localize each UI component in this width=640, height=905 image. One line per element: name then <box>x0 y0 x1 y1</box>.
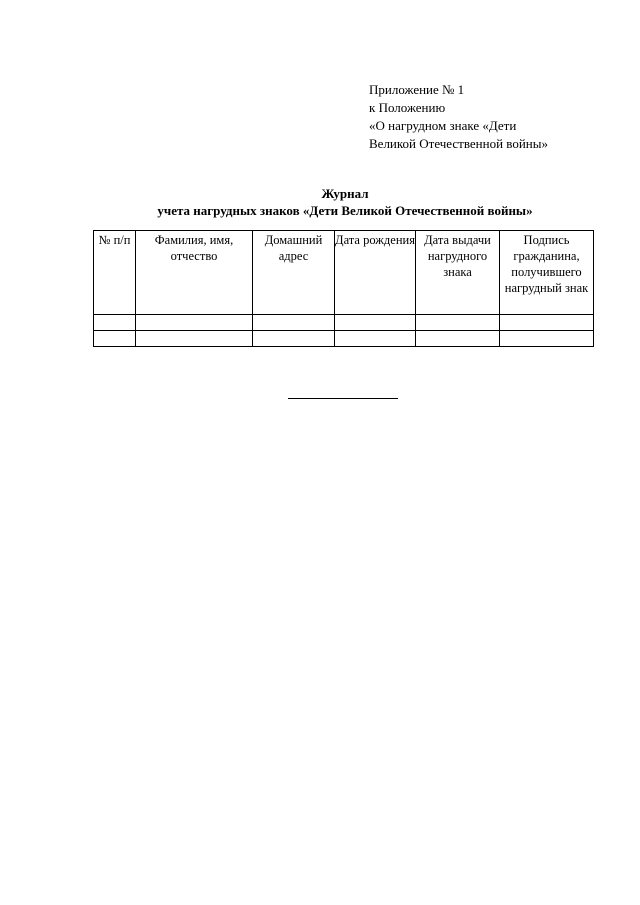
journal-heading <box>60 185 630 219</box>
appendix-line: «О нагрудном знаке «Дети <box>369 118 517 133</box>
table-cell <box>500 331 594 347</box>
table-cell <box>253 331 335 347</box>
table-cell <box>416 331 500 347</box>
header-birth-date: Дата рождения <box>335 231 416 315</box>
table-row <box>94 315 594 331</box>
table-cell <box>500 315 594 331</box>
header-full-name: Фамилия, имя, отчество <box>136 231 253 315</box>
table-cell <box>136 331 253 347</box>
table-row <box>94 331 594 347</box>
table-cell <box>416 315 500 331</box>
table-cell <box>335 331 416 347</box>
appendix-reference <box>369 81 609 153</box>
table-header-row <box>94 231 594 315</box>
appendix-line: Приложение № 1 <box>369 82 465 97</box>
header-home-address: Домашний адрес <box>253 231 335 315</box>
table-cell <box>94 331 136 347</box>
table-cell <box>136 315 253 331</box>
header-issue-date: Дата выдачи нагрудного знака <box>416 231 500 315</box>
appendix-line: Великой Отечественной войны» <box>369 136 548 151</box>
journal-table <box>93 230 594 347</box>
appendix-line: к Положению <box>369 100 446 115</box>
journal-title: Журнал <box>321 186 369 201</box>
end-separator-line <box>288 398 398 399</box>
table-cell <box>94 315 136 331</box>
table-cell <box>253 315 335 331</box>
header-signature: Подпись гражданина, получившего нагрудный знак <box>500 231 594 315</box>
journal-subtitle: учета нагрудных знаков «Дети Великой Отечественной войны» <box>157 203 533 218</box>
header-number: № п/п <box>94 231 136 315</box>
table-cell <box>335 315 416 331</box>
